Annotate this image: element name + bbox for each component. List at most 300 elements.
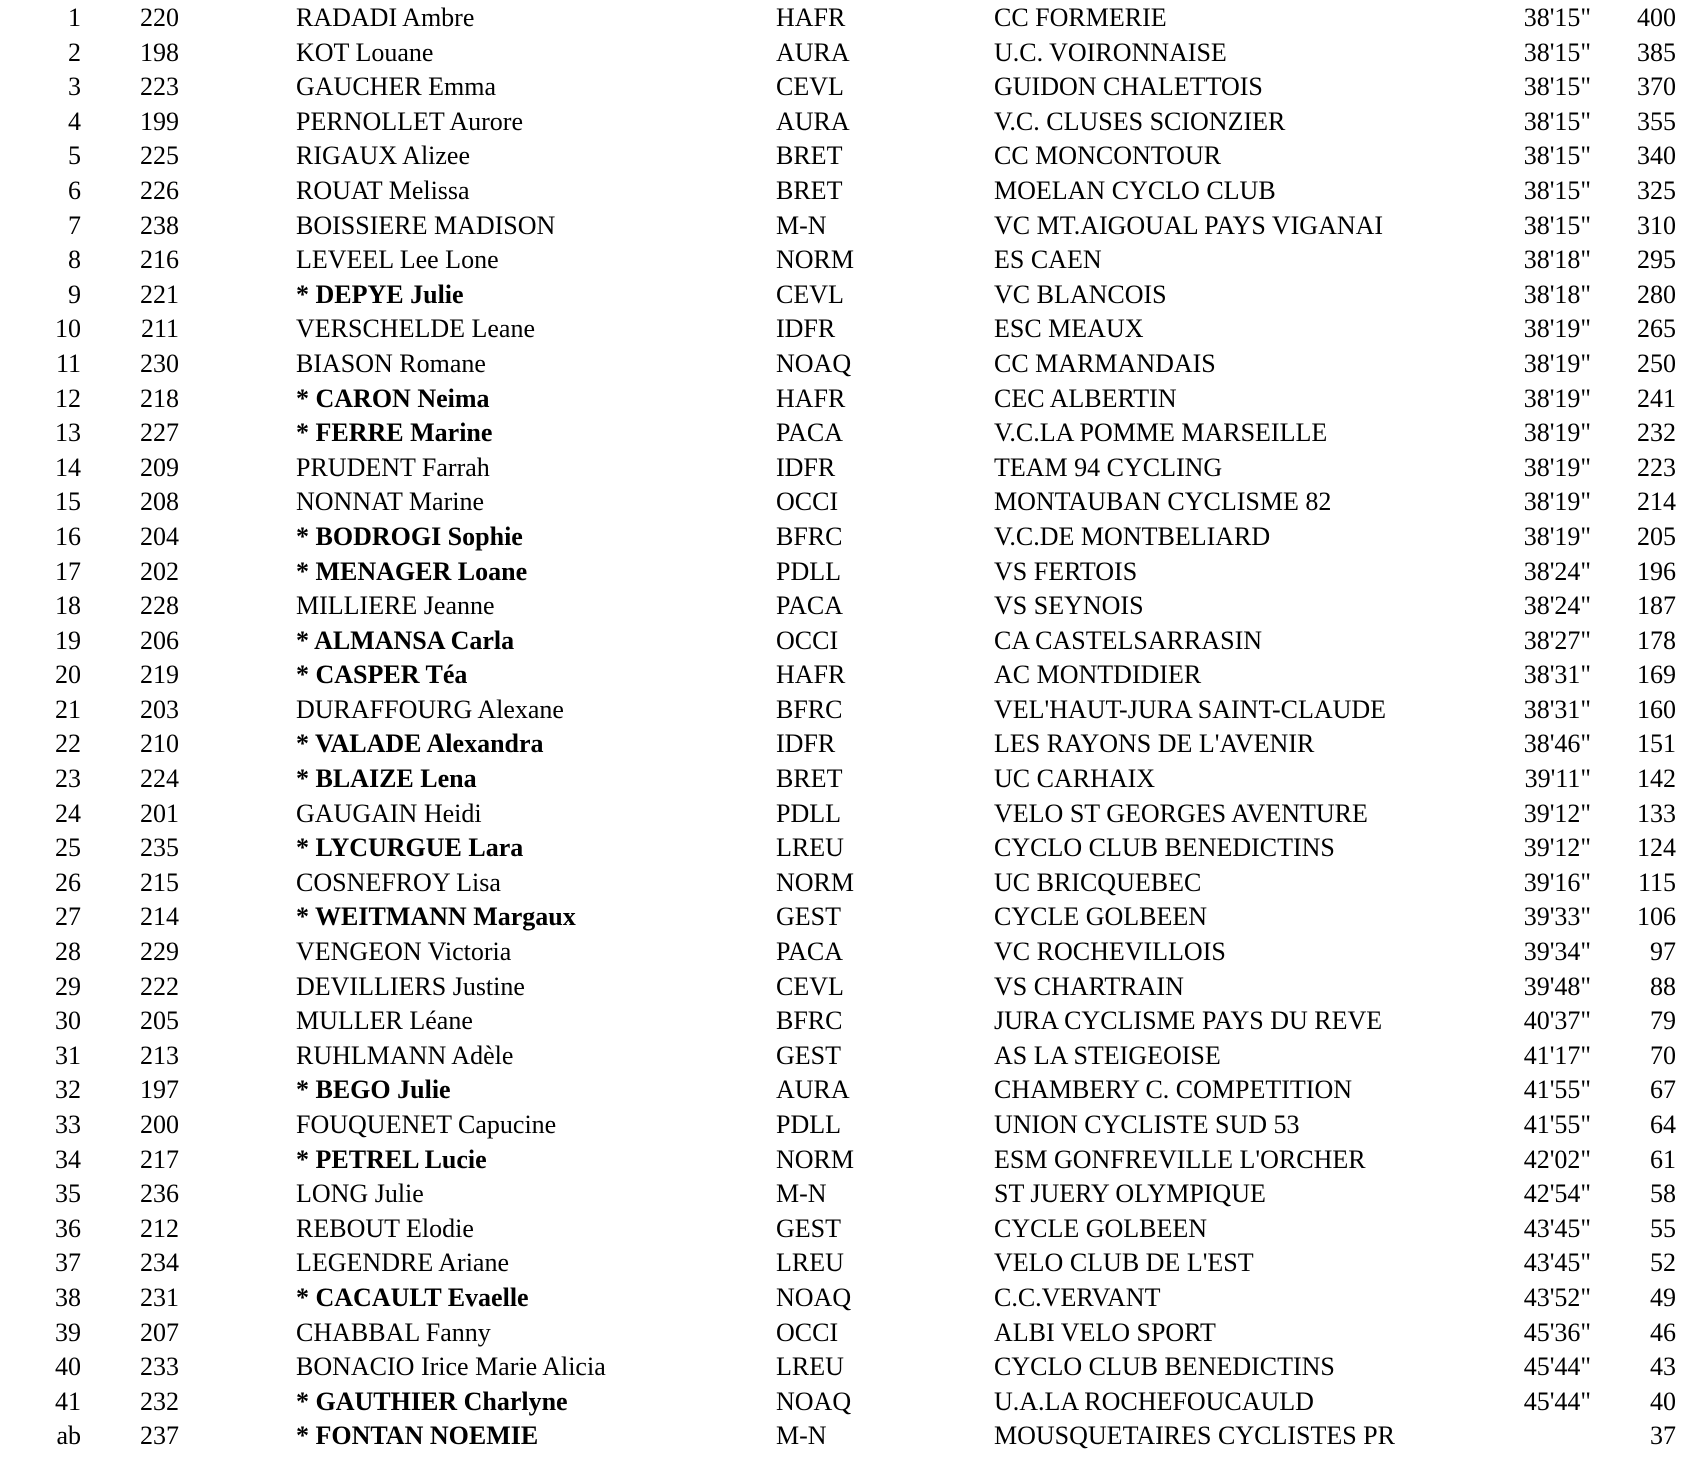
bib-cell: 236 [140, 1179, 179, 1209]
time-cell: 39'11" [1524, 764, 1591, 794]
region-cell: PDLL [776, 556, 841, 586]
time-cell: 38'15" [1523, 141, 1591, 171]
bib-cell: 230 [140, 348, 179, 378]
club-cell: ESC MEAUX [994, 314, 1144, 344]
region-cell: NORM [776, 245, 855, 275]
time-cell: 45'44" [1523, 1386, 1591, 1416]
club-cell: VC ROCHEVILLOIS [994, 937, 1226, 967]
rank-cell: 18 [55, 591, 81, 621]
time-cell: 38'19" [1523, 314, 1591, 344]
rank-cell: 13 [55, 418, 81, 448]
time-cell: 43'52" [1523, 1282, 1591, 1312]
time-cell: 38'19" [1523, 487, 1591, 517]
region-cell: PDLL [776, 1110, 841, 1139]
rider-name-cell: RADADI Ambre [296, 3, 475, 32]
bib-cell: 210 [140, 729, 179, 759]
points-cell: 115 [1637, 867, 1676, 897]
bib-cell: 221 [140, 279, 179, 309]
points-cell: 385 [1637, 37, 1676, 67]
points-cell: 223 [1637, 452, 1676, 482]
rider-name-cell: PRUDENT Farrah [296, 452, 490, 482]
points-cell: 265 [1637, 314, 1676, 344]
bib-cell: 231 [140, 1282, 179, 1312]
club-cell: TEAM 94 CYCLING [994, 452, 1223, 482]
rank-cell: 23 [55, 764, 81, 794]
time-cell: 38'46" [1523, 729, 1591, 759]
table-row [0, 1, 1688, 36]
bib-cell: 235 [140, 833, 179, 863]
time-cell: 41'17" [1523, 1040, 1591, 1070]
club-cell: VELO ST GEORGES AVENTURE [994, 798, 1368, 828]
time-cell: 38'15" [1523, 175, 1591, 205]
table-row [0, 727, 1688, 762]
rider-name-cell: MILLIERE Jeanne [296, 591, 495, 621]
time-cell: 38'19" [1523, 452, 1591, 482]
points-cell: 325 [1637, 175, 1676, 205]
rank-cell: 12 [55, 383, 81, 413]
rider-name-cell: * BODROGI Sophie [296, 521, 523, 551]
region-cell: OCCI [776, 1317, 839, 1347]
rank-cell: 36 [55, 1213, 81, 1243]
rider-name-cell: BOISSIERE MADISON [296, 210, 556, 240]
table-row [0, 1316, 1688, 1351]
club-cell: VEL'HAUT-JURA SAINT-CLAUDE [994, 694, 1387, 724]
region-cell: M-N [776, 1421, 827, 1451]
points-cell: 196 [1637, 556, 1676, 586]
rank-cell: 19 [55, 625, 81, 655]
bib-cell: 198 [140, 37, 179, 67]
rank-cell: 24 [55, 798, 81, 828]
bib-cell: 208 [140, 487, 179, 517]
rank-cell: 39 [55, 1317, 81, 1347]
points-cell: 67 [1650, 1075, 1676, 1105]
table-row [0, 589, 1688, 624]
time-cell: 38'15" [1523, 106, 1591, 136]
club-cell: AS LA STEIGEOISE [994, 1040, 1221, 1070]
bib-cell: 197 [140, 1075, 179, 1105]
rider-name-cell: DURAFFOURG Alexane [296, 694, 564, 724]
rank-cell: 22 [55, 729, 81, 759]
club-cell: CEC ALBERTIN [994, 383, 1177, 413]
points-cell: 79 [1650, 1006, 1676, 1036]
table-row [0, 970, 1688, 1005]
points-cell: 64 [1650, 1110, 1676, 1139]
rank-cell: 9 [68, 279, 81, 309]
points-cell: 37 [1650, 1421, 1676, 1451]
rank-cell: 32 [55, 1075, 81, 1105]
club-cell: MOELAN CYCLO CLUB [994, 175, 1276, 205]
bib-cell: 209 [140, 452, 179, 482]
club-cell: UC BRICQUEBEC [994, 867, 1202, 897]
table-row [0, 451, 1688, 486]
table-row [0, 209, 1688, 244]
region-cell: IDFR [776, 729, 836, 759]
rank-cell: 37 [55, 1248, 81, 1278]
rank-cell: 11 [55, 348, 81, 378]
rider-name-cell: BIASON Romane [296, 348, 486, 378]
points-cell: 355 [1637, 106, 1676, 136]
club-cell: U.A.LA ROCHEFOUCAULD [994, 1386, 1314, 1416]
table-row [0, 174, 1688, 209]
points-cell: 370 [1637, 72, 1676, 102]
club-cell: CHAMBERY C. COMPETITION [994, 1075, 1353, 1105]
rider-name-cell: * BLAIZE Lena [296, 764, 477, 794]
rider-name-cell: * BEGO Julie [296, 1075, 451, 1105]
bib-cell: 206 [140, 625, 179, 655]
points-cell: 97 [1650, 937, 1676, 967]
table-row [0, 36, 1688, 71]
club-cell: V.C.LA POMME MARSEILLE [994, 418, 1328, 448]
rider-name-cell: FOUQUENET Capucine [296, 1110, 557, 1139]
points-cell: 250 [1637, 348, 1676, 378]
table-row [0, 1385, 1688, 1420]
region-cell: AURA [776, 106, 850, 136]
bib-cell: 237 [140, 1421, 179, 1451]
club-cell: VS FERTOIS [994, 556, 1138, 586]
region-cell: GEST [776, 902, 841, 932]
rank-cell: 3 [68, 72, 81, 102]
rank-cell: 26 [55, 867, 81, 897]
club-cell: U.C. VOIRONNAISE [994, 37, 1227, 67]
table-row [0, 278, 1688, 313]
points-cell: 280 [1637, 279, 1676, 309]
table-row [0, 70, 1688, 105]
region-cell: OCCI [776, 625, 839, 655]
bib-cell: 214 [140, 902, 179, 932]
table-row [0, 347, 1688, 382]
club-cell: CYCLO CLUB BENEDICTINS [994, 1352, 1335, 1382]
region-cell: AURA [776, 1075, 850, 1105]
rider-name-cell: * PETREL Lucie [296, 1144, 487, 1174]
time-cell: 38'15" [1523, 210, 1591, 240]
club-cell: CC MARMANDAIS [994, 348, 1216, 378]
time-cell: 38'19" [1523, 418, 1591, 448]
results-table [0, 1, 1688, 1454]
table-row [0, 831, 1688, 866]
region-cell: LREU [776, 1352, 844, 1382]
rider-name-cell: GAUCHER Emma [296, 72, 497, 102]
points-cell: 151 [1637, 729, 1676, 759]
bib-cell: 211 [140, 314, 179, 344]
rank-cell: 33 [55, 1110, 81, 1139]
points-cell: 400 [1637, 3, 1676, 32]
time-cell: 45'36" [1523, 1317, 1591, 1347]
rider-name-cell: * DEPYE Julie [296, 279, 464, 309]
rank-cell: 31 [55, 1040, 81, 1070]
region-cell: PACA [776, 591, 843, 621]
region-cell: PDLL [776, 798, 841, 828]
bib-cell: 226 [140, 175, 179, 205]
table-row [0, 693, 1688, 728]
bib-cell: 227 [140, 418, 179, 448]
region-cell: NORM [776, 1144, 855, 1174]
time-cell: 45'44" [1523, 1352, 1591, 1382]
region-cell: PACA [776, 937, 843, 967]
region-cell: CEVL [776, 971, 844, 1001]
table-row [0, 762, 1688, 797]
points-cell: 232 [1637, 418, 1676, 448]
time-cell: 41'55" [1523, 1075, 1591, 1105]
club-cell: CA CASTELSARRASIN [994, 625, 1262, 655]
club-cell: MONTAUBAN CYCLISME 82 [994, 487, 1332, 517]
region-cell: OCCI [776, 487, 839, 517]
bib-cell: 212 [140, 1213, 179, 1243]
table-row [0, 1350, 1688, 1385]
club-cell: V.C.DE MONTBELIARD [994, 521, 1271, 551]
rider-name-cell: * CACAULT Evaelle [296, 1282, 529, 1312]
rider-name-cell: * VALADE Alexandra [296, 729, 544, 759]
rank-cell: 15 [55, 487, 81, 517]
points-cell: 55 [1650, 1213, 1676, 1243]
bib-cell: 213 [140, 1040, 179, 1070]
region-cell: BFRC [776, 694, 843, 724]
points-cell: 169 [1637, 660, 1676, 690]
rider-name-cell: KOT Louane [296, 37, 434, 67]
table-row [0, 1281, 1688, 1316]
region-cell: PACA [776, 418, 843, 448]
time-cell: 38'24" [1523, 591, 1591, 621]
region-cell: BFRC [776, 521, 843, 551]
rank-cell: 38 [55, 1282, 81, 1312]
rider-name-cell: VENGEON Victoria [296, 937, 512, 967]
bib-cell: 201 [140, 798, 179, 828]
time-cell: 38'15" [1523, 37, 1591, 67]
table-row [0, 1212, 1688, 1247]
points-cell: 124 [1637, 833, 1676, 863]
bib-cell: 216 [140, 245, 179, 275]
points-cell: 106 [1637, 902, 1676, 932]
bib-cell: 219 [140, 660, 179, 690]
bib-cell: 207 [140, 1317, 179, 1347]
points-cell: 88 [1650, 971, 1676, 1001]
table-row [0, 416, 1688, 451]
time-cell: 42'02" [1523, 1144, 1591, 1174]
region-cell: IDFR [776, 452, 836, 482]
club-cell: VS SEYNOIS [994, 591, 1144, 621]
table-row [0, 900, 1688, 935]
region-cell: CEVL [776, 72, 844, 102]
club-cell: CC MONCONTOUR [994, 141, 1222, 171]
club-cell: MOUSQUETAIRES CYCLISTES PR [994, 1421, 1395, 1451]
rank-cell: 17 [55, 556, 81, 586]
region-cell: NORM [776, 867, 855, 897]
table-row [0, 1004, 1688, 1039]
table-row [0, 520, 1688, 555]
club-cell: ES CAEN [994, 245, 1102, 275]
rank-cell: 27 [55, 902, 81, 932]
bib-cell: 217 [140, 1144, 179, 1174]
region-cell: LREU [776, 1248, 844, 1278]
time-cell: 43'45" [1523, 1213, 1591, 1243]
rider-name-cell: * ALMANSA Carla [296, 625, 515, 655]
table-row [0, 139, 1688, 174]
region-cell: BRET [776, 175, 843, 205]
rank-cell: 35 [55, 1179, 81, 1209]
bib-cell: 205 [140, 1006, 179, 1036]
rank-cell: 2 [68, 37, 81, 67]
rank-cell: 7 [68, 210, 81, 240]
club-cell: VS CHARTRAIN [994, 971, 1184, 1001]
table-row [0, 1039, 1688, 1074]
rank-cell: 21 [55, 694, 81, 724]
time-cell: 39'48" [1523, 971, 1591, 1001]
club-cell: ESM GONFREVILLE L'ORCHER [994, 1144, 1366, 1174]
rider-name-cell: MULLER Léane [296, 1006, 473, 1036]
rider-name-cell: BONACIO Irice Marie Alicia [296, 1352, 606, 1382]
rider-name-cell: CHABBAL Fanny [296, 1317, 491, 1347]
points-cell: 340 [1637, 141, 1676, 171]
bib-cell: 223 [140, 72, 179, 102]
club-cell: LES RAYONS DE L'AVENIR [994, 729, 1315, 759]
points-cell: 58 [1650, 1179, 1676, 1209]
bib-cell: 224 [140, 764, 179, 794]
bib-cell: 222 [140, 971, 179, 1001]
region-cell: BRET [776, 141, 843, 171]
bib-cell: 228 [140, 591, 179, 621]
points-cell: 295 [1637, 245, 1676, 275]
rank-cell: 29 [55, 971, 81, 1001]
club-cell: CYCLE GOLBEEN [994, 902, 1208, 932]
region-cell: GEST [776, 1040, 841, 1070]
points-cell: 160 [1637, 694, 1676, 724]
time-cell: 38'15" [1523, 3, 1591, 32]
table-row [0, 555, 1688, 590]
table-row [0, 797, 1688, 832]
points-cell: 310 [1637, 210, 1676, 240]
rank-cell: 30 [55, 1006, 81, 1036]
time-cell: 38'31" [1523, 660, 1591, 690]
time-cell: 39'12" [1523, 798, 1591, 828]
time-cell: 38'19" [1523, 348, 1591, 378]
club-cell: GUIDON CHALETTOIS [994, 72, 1263, 102]
time-cell: 38'18" [1523, 245, 1591, 275]
bib-cell: 232 [140, 1386, 179, 1416]
table-row [0, 485, 1688, 520]
club-cell: V.C. CLUSES SCIONZIER [994, 106, 1286, 136]
time-cell: 42'54" [1523, 1179, 1591, 1209]
rider-name-cell: LEVEEL Lee Lone [296, 245, 499, 275]
rank-cell: 4 [68, 106, 81, 136]
time-cell: 38'19" [1523, 521, 1591, 551]
table-row [0, 312, 1688, 347]
bib-cell: 215 [140, 867, 179, 897]
table-row [0, 1177, 1688, 1212]
club-cell: VC MT.AIGOUAL PAYS VIGANAI [994, 210, 1384, 240]
points-cell: 205 [1637, 521, 1676, 551]
rank-cell: 14 [55, 452, 81, 482]
rank-cell: 34 [55, 1144, 81, 1174]
rider-name-cell: * FERRE Marine [296, 418, 493, 448]
region-cell: NOAQ [776, 348, 852, 378]
bib-cell: 233 [140, 1352, 179, 1382]
table-row [0, 1246, 1688, 1281]
bib-cell: 204 [140, 521, 179, 551]
points-cell: 46 [1650, 1317, 1676, 1347]
region-cell: GEST [776, 1213, 841, 1243]
rider-name-cell: LONG Julie [296, 1179, 424, 1209]
region-cell: NOAQ [776, 1386, 852, 1416]
table-row [0, 1108, 1688, 1143]
table-row [0, 382, 1688, 417]
time-cell: 41'55" [1523, 1110, 1591, 1139]
region-cell: LREU [776, 833, 844, 863]
rank-cell: 40 [55, 1352, 81, 1382]
time-cell: 40'37" [1523, 1006, 1591, 1036]
time-cell: 38'15" [1523, 72, 1591, 102]
time-cell: 43'45" [1523, 1248, 1591, 1278]
rider-name-cell: * MENAGER Loane [296, 556, 528, 586]
bib-cell: 225 [140, 141, 179, 171]
region-cell: AURA [776, 37, 850, 67]
table-row [0, 1073, 1688, 1108]
rank-cell: 1 [68, 3, 81, 32]
time-cell: 38'31" [1523, 694, 1591, 724]
region-cell: HAFR [776, 383, 846, 413]
time-cell: 38'19" [1523, 383, 1591, 413]
region-cell: M-N [776, 210, 827, 240]
rider-name-cell: DEVILLIERS Justine [296, 971, 525, 1001]
club-cell: UNION CYCLISTE SUD 53 [994, 1110, 1300, 1139]
rider-name-cell: * WEITMANN Margaux [296, 902, 576, 932]
table-row [0, 1419, 1688, 1454]
region-cell: CEVL [776, 279, 844, 309]
bib-cell: 199 [140, 106, 179, 136]
points-cell: 70 [1650, 1040, 1676, 1070]
rider-name-cell: NONNAT Marine [296, 487, 484, 517]
club-cell: AC MONTDIDIER [994, 660, 1202, 690]
points-cell: 178 [1637, 625, 1676, 655]
region-cell: HAFR [776, 660, 846, 690]
rank-cell: 5 [68, 141, 81, 171]
rank-cell: 10 [55, 314, 81, 344]
points-cell: 187 [1637, 591, 1676, 621]
rank-cell: 6 [68, 175, 81, 205]
points-cell: 61 [1650, 1144, 1676, 1174]
rank-cell: 41 [55, 1386, 81, 1416]
time-cell: 38'24" [1523, 556, 1591, 586]
time-cell: 39'12" [1523, 833, 1591, 863]
region-cell: M-N [776, 1179, 827, 1209]
rank-cell: 8 [68, 245, 81, 275]
region-cell: IDFR [776, 314, 836, 344]
club-cell: CYCLO CLUB BENEDICTINS [994, 833, 1335, 863]
points-cell: 142 [1637, 764, 1676, 794]
rider-name-cell: PERNOLLET Aurore [296, 106, 523, 136]
bib-cell: 229 [140, 937, 179, 967]
rider-name-cell: ROUAT Melissa [296, 175, 470, 205]
region-cell: BFRC [776, 1006, 843, 1036]
bib-cell: 220 [140, 3, 179, 32]
region-cell: NOAQ [776, 1282, 852, 1312]
club-cell: VC BLANCOIS [994, 279, 1167, 309]
club-cell: C.C.VERVANT [994, 1282, 1161, 1312]
rider-name-cell: * FONTAN NOEMIE [296, 1421, 539, 1451]
bib-cell: 202 [140, 556, 179, 586]
club-cell: CC FORMERIE [994, 3, 1167, 32]
region-cell: BRET [776, 764, 843, 794]
points-cell: 241 [1637, 383, 1676, 413]
table-row [0, 243, 1688, 278]
rider-name-cell: * CASPER Téa [296, 660, 468, 690]
rank-cell: 16 [55, 521, 81, 551]
rank-cell: 20 [55, 660, 81, 690]
rider-name-cell: * GAUTHIER Charlyne [296, 1386, 568, 1416]
points-cell: 43 [1650, 1352, 1676, 1382]
region-cell: HAFR [776, 3, 846, 32]
table-row [0, 658, 1688, 693]
club-cell: JURA CYCLISME PAYS DU REVE [994, 1006, 1383, 1036]
time-cell: 39'16" [1523, 867, 1591, 897]
